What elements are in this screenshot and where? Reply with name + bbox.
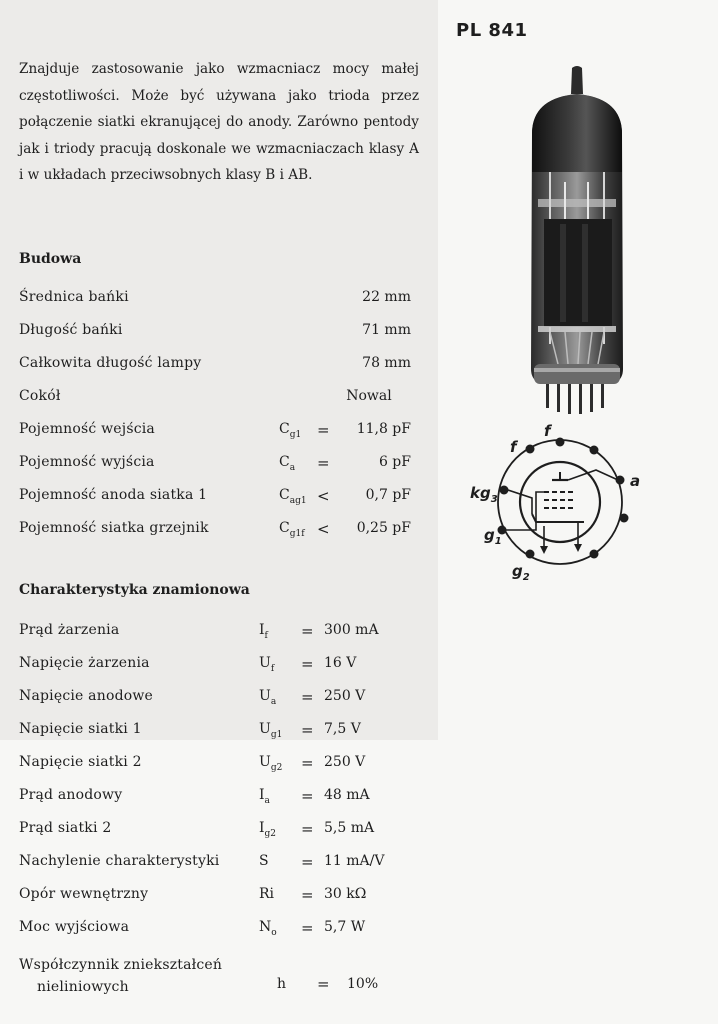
row-relation: = — [301, 886, 314, 904]
row-label: Napięcie siatki 1 — [19, 721, 142, 737]
table-row — [19, 787, 419, 809]
row-relation: = — [301, 754, 314, 772]
row-symbol: $C_a$ — [279, 454, 296, 473]
pin-label-a: a — [630, 472, 641, 490]
row-value: 16 V — [324, 655, 357, 671]
row-label: Prąd żarzenia — [19, 622, 120, 638]
row-label: Pojemność wejścia — [19, 421, 155, 437]
row-symbol: h — [277, 976, 287, 992]
row-relation: = — [317, 421, 330, 439]
row-value: 250 V — [324, 688, 366, 704]
table-row — [19, 721, 419, 743]
row-relation: < — [317, 487, 330, 505]
row-value: 250 V — [324, 754, 366, 770]
row-label: Współczynnik zniekształceń — [19, 957, 223, 973]
row-relation: = — [301, 622, 314, 640]
row-label: Napięcie żarzenia — [19, 655, 150, 671]
table-row — [19, 655, 419, 677]
table-row — [19, 754, 419, 776]
row-relation: < — [317, 520, 330, 538]
row-label: Długość bańki — [19, 322, 123, 338]
row-label: Napięcie anodowe — [19, 688, 154, 704]
row-label: Średnica bańki — [19, 289, 129, 305]
row-label: Moc wyjściowa — [19, 919, 130, 935]
table-row — [19, 622, 419, 644]
row-symbol: $C_{g1f}$ — [279, 520, 305, 539]
row-value: 48 mA — [324, 787, 370, 803]
table-row — [19, 388, 419, 410]
row-label: Pojemność siatka grzejnik — [19, 520, 209, 536]
pin-label-f-left: f — [510, 438, 517, 456]
pin-label-g2: $g_2$ — [512, 562, 530, 583]
row-label: Cokół — [19, 388, 61, 404]
row-value: 30 kΩ — [324, 886, 367, 902]
pin-label-kg3: $kg_3$ — [470, 484, 498, 505]
table-row — [19, 520, 419, 542]
pin-diagram — [466, 418, 646, 588]
row-relation: = — [317, 454, 330, 472]
row-value: 0,25 pF — [356, 520, 411, 536]
table-row — [19, 886, 419, 908]
row-value: 5,5 mA — [324, 820, 375, 836]
row-symbol: $C_{g1}$ — [279, 421, 302, 440]
row-label: Prąd anodowy — [19, 787, 123, 803]
intro-paragraph: Znajduje zastosowanie jako wzmacniacz mocy małej częstotliwości. Może być używana jako trioda przez połączenie siatki ekranującej do anody. Zarówno pentody jak i triody pracują doskonale we wzmacniaczach klasy A i w układach przeciwsobnych klasy B i AB. — [19, 61, 419, 183]
row-symbol: $I_{g2}$ — [259, 820, 277, 839]
row-value: 0,7 pF — [365, 487, 411, 503]
row-value: 300 mA — [324, 622, 379, 638]
row-relation: = — [301, 787, 314, 805]
table-row — [19, 322, 419, 344]
row-label: Nachylenie charakterystyki — [19, 853, 220, 869]
row-label: Całkowita długość lampy — [19, 355, 202, 371]
row-label: Napięcie siatki 2 — [19, 754, 142, 770]
vacuum-tube-image — [520, 64, 635, 416]
row-symbol: $I_a$ — [259, 787, 270, 806]
row-relation: = — [301, 919, 314, 937]
budowa-heading: Budowa — [19, 251, 82, 267]
row-relation: = — [301, 853, 314, 871]
row-symbol: Ri — [259, 886, 275, 902]
row-symbol: $C_{ag1}$ — [279, 487, 307, 506]
distortion-row — [19, 954, 419, 1000]
row-symbol: $U_{g2}$ — [259, 754, 283, 773]
table-row — [19, 454, 419, 476]
table-row — [19, 919, 419, 941]
row-value: Nowal — [346, 388, 392, 404]
table-row — [19, 289, 419, 311]
row-relation: = — [301, 655, 314, 673]
row-value: 6 pF — [378, 454, 411, 470]
row-value: 11 mA/V — [324, 853, 385, 869]
row-label: Pojemność wyjścia — [19, 454, 155, 470]
table-row — [19, 820, 419, 842]
row-symbol: $N_o$ — [259, 919, 277, 938]
row-value: 5,7 W — [324, 919, 366, 935]
tube-model-title: PL 841 — [456, 20, 528, 41]
row-label: Prąd siatki 2 — [19, 820, 112, 836]
row-value: 11,8 pF — [356, 421, 411, 437]
row-relation: = — [301, 721, 314, 739]
row-value: 10% — [347, 976, 379, 992]
row-symbol: S — [259, 853, 269, 869]
row-label: Pojemność anoda siatka 1 — [19, 487, 208, 503]
table-row — [19, 487, 419, 509]
row-value: 7,5 V — [324, 721, 361, 737]
row-symbol: $U_a$ — [259, 688, 277, 707]
row-value: 22 mm — [362, 289, 411, 305]
row-label: Opór wewnętrzny — [19, 886, 149, 902]
row-value: 78 mm — [362, 355, 411, 371]
table-row — [19, 688, 419, 710]
row-symbol: $U_f$ — [259, 655, 275, 674]
table-row — [19, 853, 419, 875]
row-symbol: $U_{g1}$ — [259, 721, 283, 740]
pin-label-f-top: f — [544, 422, 551, 440]
row-relation: = — [301, 820, 314, 838]
row-relation: = — [301, 688, 314, 706]
charakterystyka-heading: Charakterystyka znamionowa — [19, 582, 250, 598]
table-row — [19, 421, 419, 443]
row-label-continued: nieliniowych — [37, 979, 129, 995]
row-value: 71 mm — [362, 322, 411, 338]
table-row — [19, 355, 419, 377]
row-symbol: $I_f$ — [259, 622, 268, 641]
pin-label-g1: $g_1$ — [484, 526, 502, 547]
row-relation: = — [317, 975, 330, 993]
